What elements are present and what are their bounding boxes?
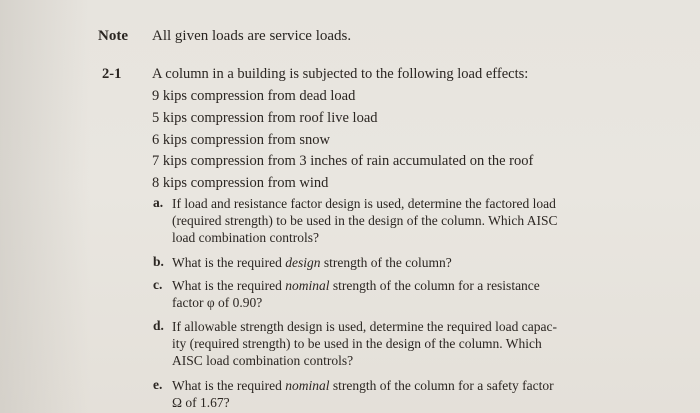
part-c-line: What is the required nominal strength of the column for a resistance [172, 278, 540, 293]
load-item: 9 kips compression from dead load [152, 88, 356, 104]
part-d-line: ity (required strength) to be used in the design of the column. Which [172, 336, 542, 351]
problem-number: 2-1 [102, 66, 122, 82]
note-text: All given loads are service loads. [152, 28, 352, 44]
load-item: 8 kips compression from wind [152, 175, 329, 191]
part-a-letter: a. [153, 195, 164, 210]
part-e-line: What is the required nominal strength of the column for a safety factor [172, 378, 554, 393]
part-a-line: load combination controls? [172, 230, 319, 245]
load-item: 5 kips compression from roof live load [152, 110, 378, 126]
part-e-letter: e. [153, 377, 163, 392]
part-d-line: If allowable strength design is used, determine the required load capac- [172, 319, 557, 334]
load-item: 7 kips compression from 3 inches of rain accumulated on the roof [152, 153, 534, 169]
problem-intro: A column in a building is subjected to the following load effects: [152, 66, 529, 82]
part-a-line: (required strength) to be used in the design of the column. Which AISC [172, 213, 558, 228]
part-a-line: If load and resistance factor design is used, determine the factored load [172, 196, 556, 211]
part-e-line: Ω of 1.67? [172, 395, 230, 410]
part-c-letter: c. [153, 277, 163, 292]
page-shadow [0, 0, 90, 413]
part-b-text: What is the required design strength of the column? [172, 255, 452, 270]
load-item: 6 kips compression from snow [152, 132, 331, 148]
part-b-letter: b. [153, 254, 164, 269]
part-c-line: factor φ of 0.90? [172, 295, 263, 310]
note-label: Note [98, 28, 128, 44]
part-d-line: AISC load combination controls? [172, 353, 354, 368]
part-d-letter: d. [153, 318, 164, 333]
